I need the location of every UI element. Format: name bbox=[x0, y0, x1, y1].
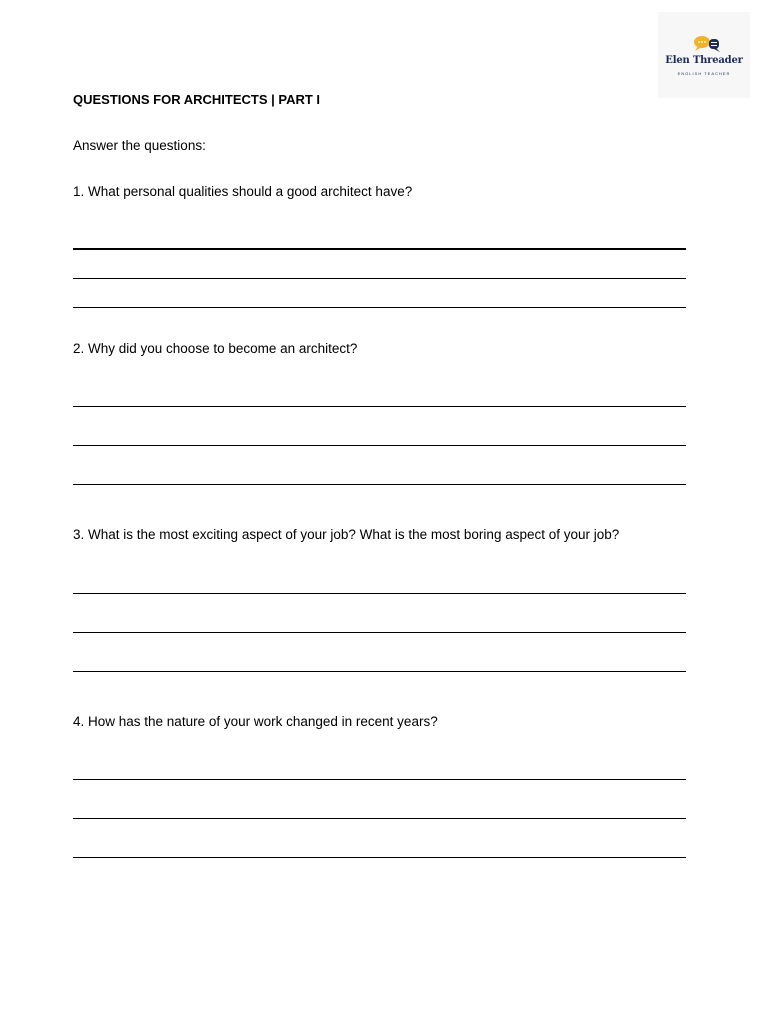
answer-line[interactable] bbox=[73, 307, 686, 308]
answer-line[interactable] bbox=[73, 818, 686, 819]
question-2: 2. Why did you choose to become an architect? bbox=[73, 341, 358, 356]
logo-name: Elen Threader bbox=[665, 55, 743, 66]
answer-line[interactable] bbox=[73, 278, 686, 279]
brand-logo bbox=[658, 12, 750, 98]
answer-line[interactable] bbox=[73, 632, 686, 633]
answer-line[interactable] bbox=[73, 248, 686, 250]
answer-line[interactable] bbox=[73, 406, 686, 407]
instruction-text: Answer the questions: bbox=[73, 138, 206, 153]
question-4: 4. How has the nature of your work changed in recent years? bbox=[73, 714, 438, 729]
question-3: 3. What is the most exciting aspect of your job? What is the most boring aspect of your job? bbox=[73, 527, 620, 542]
speech-bubbles-icon bbox=[658, 12, 750, 56]
worksheet-title: QUESTIONS FOR ARCHITECTS | PART I bbox=[73, 92, 321, 107]
answer-line[interactable] bbox=[73, 445, 686, 446]
answer-line[interactable] bbox=[73, 593, 686, 594]
answer-line[interactable] bbox=[73, 857, 686, 858]
logo-subtitle: ENGLISH TEACHER bbox=[677, 71, 731, 76]
answer-line[interactable] bbox=[73, 484, 686, 485]
question-1: 1. What personal qualities should a good architect have? bbox=[73, 184, 413, 199]
answer-line[interactable] bbox=[73, 671, 686, 672]
answer-line[interactable] bbox=[73, 779, 686, 780]
